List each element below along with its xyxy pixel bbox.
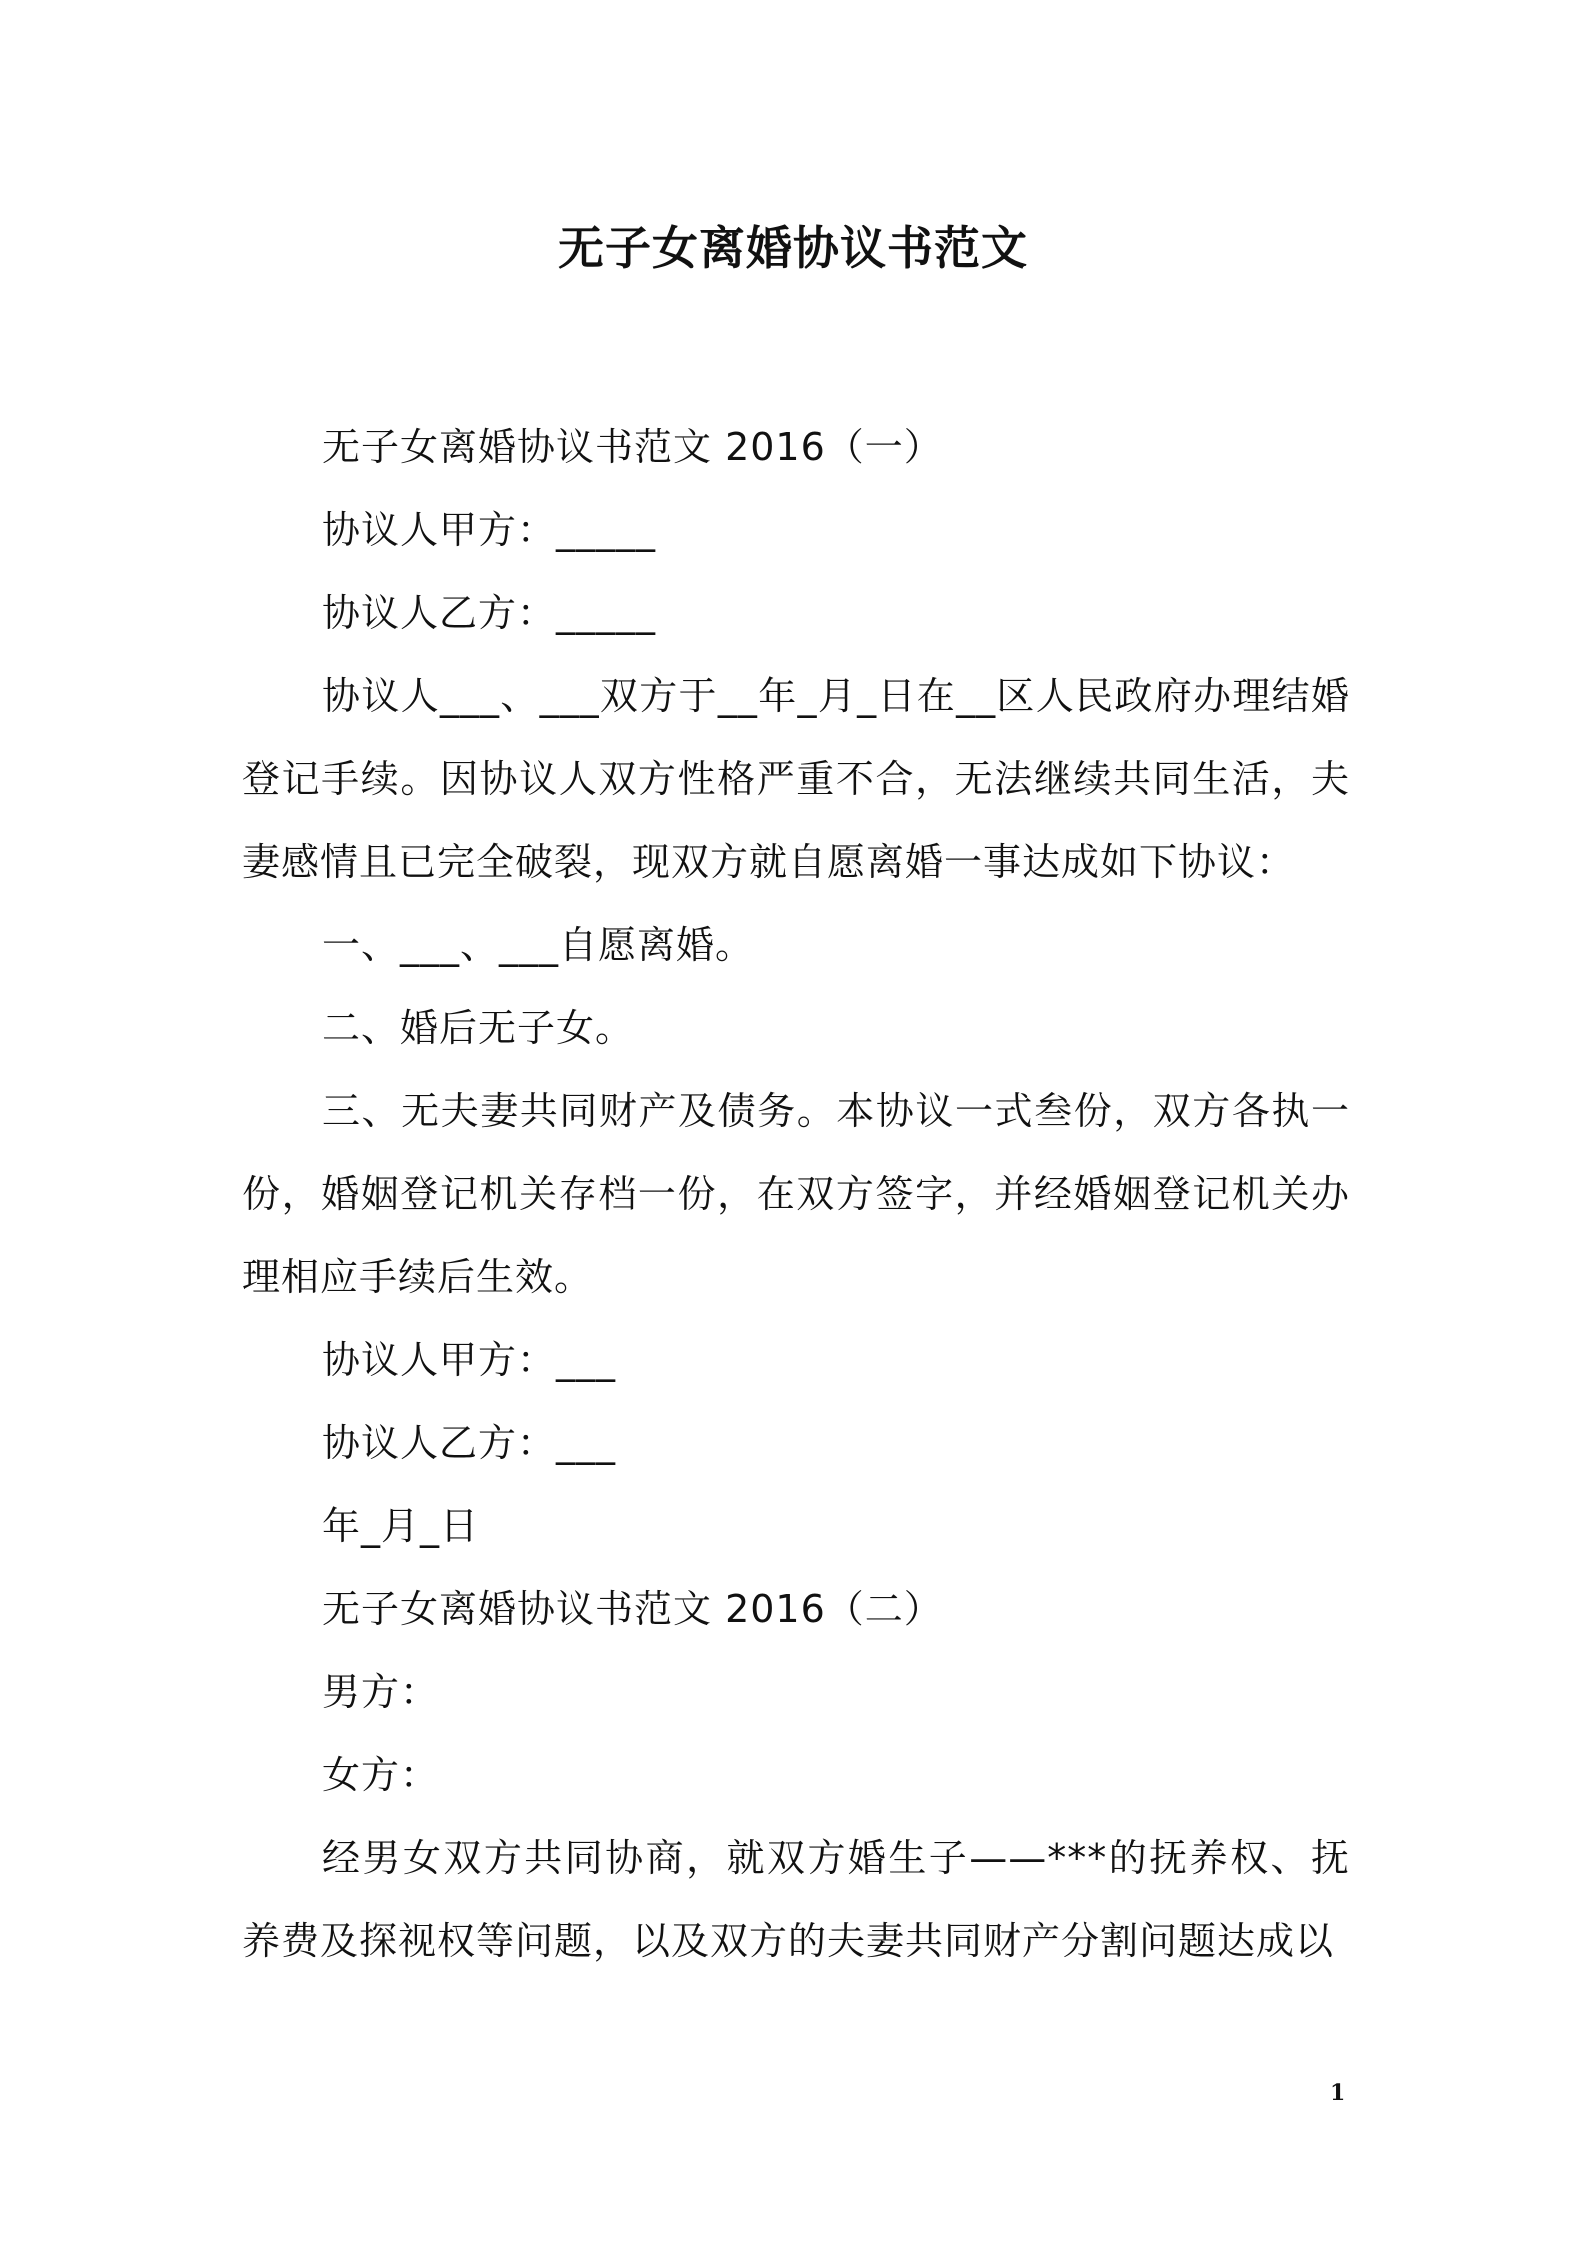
section-heading-1: 无子女离婚协议书范文 2016（一） bbox=[322, 425, 943, 469]
clause-2: 二、婚后无子女。 bbox=[322, 1006, 635, 1050]
clause-3: 三、无夫妻共同财产及债务。本协议一式叁份，双方各执一份，婚姻登记机关存档一份，在双方签字，并经婚姻登记机关办理相应手续后生效。 bbox=[242, 1089, 1350, 1299]
signature-party-a: 协议人甲方：___ bbox=[322, 1338, 617, 1382]
agreement-paragraph-2: 经男女双方共同协商，就双方婚生子——***的抚养权、抚养费及探视权等问题，以及双方的夫妻共同财产分割问题达成以 bbox=[242, 1836, 1350, 1963]
agreement-intro-paragraph: 协议人___、___双方于__年_月_日在__区人民政府办理结婚登记手续。因协议人双方性格严重不合，无法继续共同生活，夫妻感情且已完全破裂，现双方就自愿离婚一事达成如下协议： bbox=[242, 674, 1350, 884]
signature-party-b: 协议人乙方：___ bbox=[322, 1421, 617, 1465]
document-body bbox=[242, 406, 1350, 1983]
signature-date: 年_月_日 bbox=[322, 1504, 480, 1548]
party-a-line: 协议人甲方：_____ bbox=[322, 508, 657, 552]
male-party-line: 男方： bbox=[322, 1670, 440, 1714]
document-title: 无子女离婚协议书范文 bbox=[558, 221, 1028, 275]
page-number: 1 bbox=[1330, 2080, 1346, 2106]
party-b-line: 协议人乙方：_____ bbox=[322, 591, 657, 635]
female-party-line: 女方： bbox=[322, 1753, 440, 1797]
clause-1: 一、___、___自愿离婚。 bbox=[322, 923, 755, 967]
section-heading-2: 无子女离婚协议书范文 2016（二） bbox=[322, 1587, 943, 1631]
